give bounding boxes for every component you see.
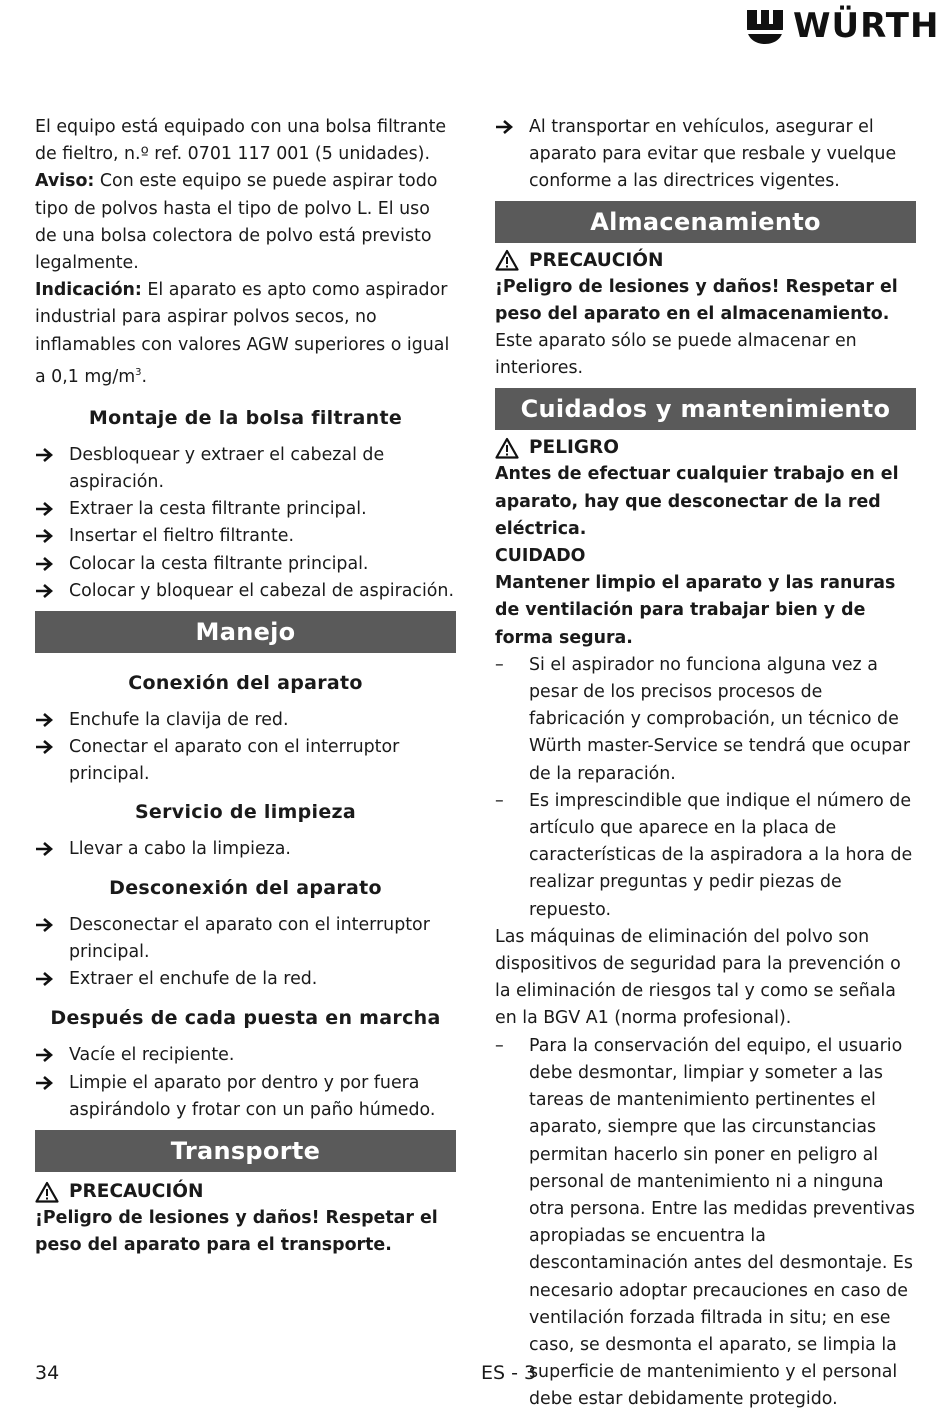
conexion-steps [35, 707, 456, 789]
peligro-heading: PELIGRO [495, 434, 916, 461]
step-text: Extraer la cesta filtrante principal. [69, 499, 367, 520]
transport-step: Al transportar en vehículos, asegurar el aparato para evitar que resbale y vuelque conforme a las directrices vigentes. [495, 114, 916, 196]
step-item [35, 551, 456, 578]
step-item [35, 496, 456, 523]
arrow-right-icon [35, 584, 53, 598]
step-item [35, 523, 456, 550]
montaje-steps [35, 442, 456, 605]
step-item [35, 836, 456, 863]
almacenamiento-warning-heading: PRECAUCIÓN [495, 247, 916, 274]
step-text: Desbloquear y extraer el cabezal de aspiración. [69, 444, 385, 493]
step-text: Insertar el fieltro filtrante. [69, 526, 294, 547]
arrow-right-icon [35, 1048, 53, 1062]
arrow-right-icon [35, 972, 53, 986]
step-item [35, 1042, 456, 1069]
warning-triangle-icon [35, 1181, 59, 1203]
dash-item-2: – Es imprescindible que indique el número de artículo que aparece en la placa de características de la aspiradora a la hora de realizar preguntas y pedir piezas de repuesto. [495, 790, 913, 920]
step-item [35, 578, 456, 605]
step-text: Desconectar el aparato con el interruptor principal. [69, 914, 430, 963]
dust-paragraph: Las máquinas de eliminación del polvo son dispositivos de seguridad para la prevención o la eliminación de riesgos tal y como se señala en la BGV A1 (norma profesional). [495, 926, 901, 1029]
right-column [495, 114, 916, 1414]
cuidados-section-bar: Cuidados y mantenimiento [495, 388, 916, 430]
arrow-right-icon [35, 918, 53, 932]
servicio-heading: Servicio de limpieza [134, 800, 357, 823]
arrow-right-icon [35, 740, 53, 754]
dash-item-1: – Si el aspirador no funciona alguna vez a pesar de los precisos procesos de fabricación y comprobación, un técnico de Würth master-Service se tendrá que ocupar de la reparación. [495, 654, 910, 784]
page-section-code: ES - 3 [481, 1362, 537, 1384]
manejo-section-bar: Manejo [35, 611, 456, 653]
transporte-warning-heading: PRECAUCIÓN [35, 1178, 456, 1205]
arrow-right-icon [35, 557, 53, 571]
step-item [35, 734, 456, 788]
desconexion-steps [35, 912, 456, 994]
brand-name: WÜRTH [793, 6, 940, 46]
page-number: 34 [35, 1362, 60, 1384]
warning-triangle-icon [495, 249, 519, 271]
transporte-section-bar: Transporte [35, 1130, 456, 1172]
almacenamiento-section-bar: Almacenamiento [495, 201, 916, 243]
warning-triangle-icon [495, 437, 519, 459]
step-text: Limpie el aparato por dentro y por fuera aspirándolo y frotar con un paño húmedo. [69, 1072, 436, 1120]
wurth-logo [745, 4, 945, 48]
despues-heading: Después de cada puesta en marcha [50, 1007, 441, 1030]
conexion-heading: Conexión del aparato [128, 672, 363, 695]
arrow-right-icon [35, 502, 53, 516]
almacenamiento-warning-text: ¡Peligro de lesiones y daños! Respetar el peso del aparato en el almacenamiento. [495, 276, 898, 324]
despues-steps [35, 1042, 456, 1124]
step-item [35, 912, 456, 966]
dash-item-3: – Para la conservación del equipo, el usuario debe desmontar, limpiar y someter a las tareas de mantenimiento pertinentes el aparato, siempre que las circunstancias permitan hacerlo sin poner en peligro al personal de mantenimiento ni a ninguna otra persona. Entre las medidas preventivas apropiadas se encuentra la descontaminación antes del desmontaje. Es necesario adoptar precauciones en caso de ventilación forzada filtrada in situ; en ese caso, se desmonta el aparato, se limpia la superficie de mantenimiento y el personal debe estar debidamente protegido. [495, 1035, 915, 1410]
step-text: Conectar el aparato con el interruptor principal. [69, 737, 400, 785]
step-text: Vacíe el recipiente. [69, 1045, 235, 1066]
step-item [35, 442, 456, 496]
arrow-right-icon [495, 120, 513, 134]
cuidado-label: CUIDADO [495, 546, 586, 567]
step-item [35, 1070, 456, 1124]
left-column [35, 114, 456, 1259]
almacenamiento-text: Este aparato sólo se puede almacenar en interiores. [495, 331, 857, 379]
step-text: Enchufe la clavija de red. [69, 710, 289, 731]
step-item [35, 707, 456, 734]
wurth-logo-icon [745, 6, 785, 46]
step-text: Colocar la cesta filtrante principal. [69, 553, 369, 574]
arrow-right-icon [35, 713, 53, 727]
arrow-right-icon [35, 842, 53, 856]
arrow-right-icon [35, 529, 53, 543]
transporte-warning-text: ¡Peligro de lesiones y daños! Respetar el peso del aparato para el transporte. [35, 1208, 438, 1256]
step-text: Extraer el enchufe de la red. [69, 969, 318, 990]
desconexion-heading: Desconexión del aparato [109, 876, 382, 899]
servicio-steps [35, 836, 456, 863]
arrow-right-icon [35, 448, 53, 462]
step-text: Llevar a cabo la limpieza. [69, 838, 291, 859]
step-item [35, 966, 456, 993]
arrow-right-icon [35, 1076, 53, 1090]
step-text: Colocar y bloquear el cabezal de aspiración. [69, 580, 454, 601]
peligro-text: Antes de efectuar cualquier trabajo en el aparato, hay que desconectar de la red eléctrica. [495, 464, 899, 539]
cuidado-text: Mantener limpio el aparato y las ranuras de ventilación para trabajar bien y de forma segura. [495, 573, 896, 648]
aviso-paragraph: Aviso: Con este equipo se puede aspirar todo tipo de polvos hasta el tipo de polvo L. El uso de una bolsa colectora de polvo está previsto legalmente. [35, 171, 438, 274]
intro-text: El equipo está equipado con una bolsa filtrante de fieltro, n.º ref. 0701 117 001 (5 unidades). [35, 117, 447, 165]
montaje-heading: Montaje de la bolsa filtrante [88, 406, 403, 429]
indicacion-paragraph: Indicación: El aparato es apto como aspirador industrial para aspirar polvos secos, no inflamables con valores AGW superiores o igual a 0,1 $mg/m^3$. [35, 280, 450, 387]
